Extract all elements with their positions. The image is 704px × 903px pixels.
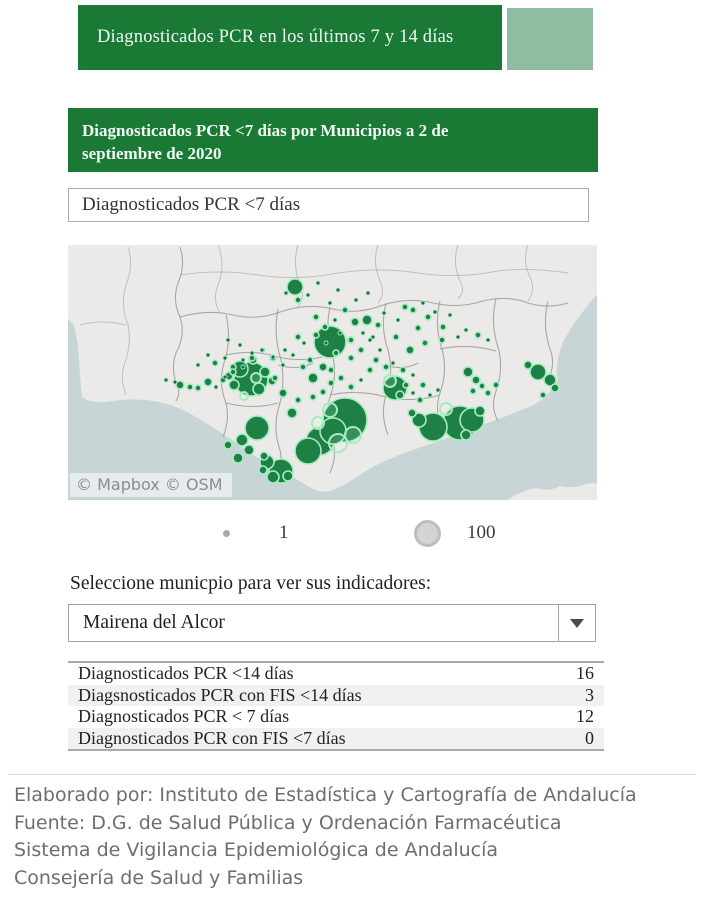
municipality-bubble[interactable] (302, 341, 306, 345)
footer-line: Fuente: D.G. de Salud Pública y Ordenación Farmacéutica (14, 811, 562, 834)
municipality-bubble[interactable] (328, 367, 334, 373)
municipality-bubble[interactable] (173, 380, 177, 384)
municipality-bubble[interactable] (295, 397, 301, 403)
municipality-bubble[interactable] (238, 343, 242, 347)
municipality-bubble[interactable] (226, 338, 230, 342)
municipality-bubble[interactable] (461, 430, 471, 440)
legend-max-dot (414, 520, 441, 547)
municipality-bubble[interactable] (206, 353, 210, 357)
municipality-bubble[interactable] (204, 378, 212, 386)
municipality-bubble[interactable] (400, 367, 406, 373)
municipality-bubble[interactable] (287, 279, 303, 295)
row-value: 3 (585, 684, 594, 705)
indicator-select-value: Diagnosticados PCR <7 días (82, 194, 301, 215)
municipality-bubble[interactable] (212, 360, 218, 366)
municipality-bubble[interactable] (421, 301, 425, 305)
municipality-bubble[interactable] (312, 417, 324, 429)
municipality-bubble[interactable] (406, 346, 414, 354)
municipality-bubble[interactable] (240, 392, 248, 400)
municipality-bubble[interactable] (236, 434, 248, 446)
map-section-title-bar (68, 108, 598, 172)
municipality-select[interactable] (68, 604, 596, 642)
municipality-bubble[interactable] (485, 390, 491, 396)
municipality-bubble[interactable] (314, 326, 346, 358)
municipality-bubble[interactable] (475, 406, 485, 416)
municipality-bubble[interactable] (260, 452, 268, 460)
municipality-bubble[interactable] (267, 471, 279, 483)
report-title-bar (78, 5, 502, 70)
municipality-bubble[interactable] (300, 364, 306, 370)
municipality-bubble[interactable] (283, 348, 287, 352)
municipality-bubble[interactable] (281, 363, 285, 367)
municipality-bubble[interactable] (378, 348, 382, 352)
map-section-title-line2: septiembre de 2020 (82, 144, 222, 163)
municipality-select-value: Mairena del Alcor (83, 612, 225, 633)
municipality-bubble[interactable] (417, 397, 423, 403)
municipality-bubble[interactable] (540, 392, 546, 398)
municipality-bubble[interactable] (251, 373, 261, 383)
municipality-bubble[interactable] (306, 293, 310, 297)
municipality-bubble[interactable] (373, 357, 379, 363)
municipality-bubble[interactable] (368, 338, 372, 342)
report-title: Diagnosticados PCR en los últimos 7 y 14 días (97, 27, 454, 47)
municipality-bubble[interactable] (425, 314, 431, 320)
municipality-bubble[interactable] (396, 391, 404, 399)
municipality-bubble[interactable] (436, 388, 440, 392)
municipality-bubble[interactable] (164, 378, 168, 382)
municipality-bubble[interactable] (324, 341, 328, 345)
row-label: Diagnosticados PCR con FIS <7 días (78, 727, 346, 748)
municipality-bubble[interactable] (271, 355, 275, 359)
municipality-bubble[interactable] (307, 357, 313, 363)
municipality-bubble[interactable] (287, 408, 297, 418)
municipality-bubble[interactable] (464, 328, 468, 332)
bubble-map[interactable] (68, 245, 597, 500)
municipality-bubble[interactable] (428, 393, 432, 397)
map-attribution[interactable]: © Mapbox © OSM (70, 473, 232, 497)
municipality-bubble[interactable] (362, 315, 372, 325)
municipality-bubble[interactable] (402, 304, 408, 310)
municipality-bubble[interactable] (463, 367, 473, 377)
municipality-bubble[interactable] (333, 350, 339, 356)
municipality-bubble[interactable] (351, 318, 359, 326)
municipality-bubble[interactable] (310, 394, 316, 400)
municipality-bubble[interactable] (333, 318, 337, 322)
municipality-bubble[interactable] (223, 375, 227, 379)
chevron-down-icon (570, 619, 584, 628)
table-row (68, 663, 604, 685)
municipality-bubble[interactable] (313, 332, 319, 338)
row-label: Diagnosticados PCR <14 días (78, 663, 294, 684)
indicator-select[interactable] (68, 188, 589, 222)
municipality-bubble[interactable] (410, 307, 416, 313)
municipality-bubble[interactable] (284, 291, 288, 295)
municipality-bubble[interactable] (486, 338, 490, 342)
indicators-table (68, 661, 604, 751)
legend-min-dot (223, 530, 230, 537)
municipality-bubble[interactable] (456, 335, 460, 339)
municipality-bubble[interactable] (348, 355, 354, 361)
municipality-bubble[interactable] (308, 373, 318, 383)
legend-min-label: 1 (279, 522, 289, 543)
municipality-bubble[interactable] (375, 322, 381, 328)
table-row (68, 685, 604, 707)
municipality-bubble[interactable] (440, 403, 452, 415)
municipality-bubble[interactable] (249, 355, 255, 361)
municipality-bubble[interactable] (411, 373, 415, 377)
municipality-bubble[interactable] (214, 385, 218, 389)
municipality-bubble[interactable] (493, 382, 499, 388)
municipality-bubble[interactable] (283, 471, 293, 481)
municipality-bubble[interactable] (524, 361, 532, 369)
row-value: 0 (585, 727, 594, 748)
municipality-bubble[interactable] (359, 378, 363, 382)
municipality-bubble[interactable] (479, 383, 485, 389)
decorative-green-square (507, 8, 593, 70)
municipality-bubble[interactable] (195, 385, 201, 391)
municipality-bubble[interactable] (196, 363, 200, 367)
municipality-bubble[interactable] (361, 331, 365, 335)
municipality-bubble[interactable] (439, 337, 445, 343)
municipality-bubble[interactable] (291, 353, 295, 357)
municipality-bubble[interactable] (336, 288, 340, 292)
municipality-bubble[interactable] (366, 291, 370, 295)
municipality-bubble[interactable] (229, 380, 239, 390)
municipality-bubble[interactable] (241, 365, 245, 369)
municipality-bubble[interactable] (223, 356, 227, 360)
municipality-bubble[interactable] (245, 416, 269, 440)
municipality-bubble[interactable] (272, 375, 278, 381)
footer-credits (14, 782, 704, 892)
municipality-bubble[interactable] (260, 348, 264, 352)
municipality-bubble[interactable] (358, 347, 364, 353)
municipality-bubble[interactable] (322, 324, 328, 330)
row-label: Diagnosticados PCR < 7 días (78, 706, 290, 727)
municipality-bubble[interactable] (295, 334, 301, 340)
municipality-bubble[interactable] (472, 376, 480, 384)
municipality-bubble[interactable] (403, 382, 409, 388)
municipality-prompt: Seleccione municpio para ver sus indicadores: (70, 573, 432, 594)
municipality-bubble[interactable] (230, 369, 236, 375)
municipality-bubble[interactable] (354, 298, 358, 302)
municipality-bubble[interactable] (367, 367, 373, 373)
municipality-bubble[interactable] (319, 363, 327, 371)
map-section-title-line1: Diagnosticados PCR <7 días por Municipios a 2 de (82, 121, 449, 140)
municipality-select-arrow-button[interactable] (558, 605, 595, 641)
municipality-bubble[interactable] (396, 318, 400, 322)
municipality-bubble[interactable] (233, 453, 243, 463)
municipality-bubble[interactable] (433, 310, 437, 314)
municipality-bubble[interactable] (342, 307, 348, 313)
municipality-bubble[interactable] (408, 409, 416, 417)
footer-divider (8, 774, 696, 775)
municipality-bubble[interactable] (279, 389, 287, 397)
municipality-bubble[interactable] (448, 313, 452, 317)
municipality-bubble[interactable] (244, 445, 254, 455)
municipality-bubble[interactable] (250, 351, 254, 355)
municipality-bubble[interactable] (316, 281, 320, 285)
footer-line: Elaborado por: Instituto de Estadística y Cartografía de Andalucía (14, 784, 637, 806)
municipality-bubble[interactable] (241, 358, 245, 362)
municipality-bubble[interactable] (328, 301, 332, 305)
municipality-bubble[interactable] (253, 383, 265, 395)
row-label: Diagsnosticados PCR con FIS <14 días (78, 684, 362, 705)
municipality-bubble[interactable] (551, 384, 559, 392)
municipality-bubble[interactable] (187, 384, 193, 390)
table-row (68, 706, 604, 728)
municipality-bubble[interactable] (384, 375, 396, 387)
municipality-bubble[interactable] (320, 389, 326, 395)
municipality-bubble[interactable] (313, 314, 319, 320)
footer-line: Consejería de Salud y Familias (14, 866, 304, 889)
municipality-bubble[interactable] (338, 375, 344, 381)
municipality-bubble[interactable] (338, 331, 342, 335)
municipality-bubble[interactable] (259, 466, 267, 474)
municipality-bubble[interactable] (260, 367, 270, 377)
municipality-bubble[interactable] (348, 337, 354, 343)
legend-max-label: 100 (467, 522, 496, 543)
row-value: 12 (576, 706, 594, 727)
row-value: 16 (576, 663, 594, 684)
footer-line: Sistema de Vigilancia Epidemiológica de Andalucía (14, 839, 499, 861)
municipality-bubble[interactable] (420, 382, 426, 388)
municipality-bubble[interactable] (382, 311, 386, 315)
municipality-bubble[interactable] (393, 334, 399, 340)
municipality-bubble[interactable] (470, 388, 476, 394)
municipality-bubble[interactable] (295, 438, 321, 464)
municipality-bubble[interactable] (295, 297, 301, 303)
municipality-bubble[interactable] (383, 364, 389, 370)
municipality-bubble[interactable] (323, 403, 337, 417)
municipality-bubble[interactable] (411, 391, 415, 395)
municipality-bubble[interactable] (345, 427, 361, 443)
municipality-bubble[interactable] (440, 324, 446, 330)
municipality-bubble[interactable] (422, 340, 428, 346)
municipality-bubble[interactable] (224, 441, 232, 449)
size-legend (68, 516, 597, 556)
municipality-bubble[interactable] (348, 384, 354, 390)
table-row (68, 728, 604, 750)
map-canvas (68, 245, 597, 500)
municipality-bubble[interactable] (415, 325, 421, 331)
municipality-bubble[interactable] (328, 380, 334, 386)
municipality-bubble[interactable] (475, 332, 481, 338)
municipality-bubble[interactable] (391, 361, 395, 365)
